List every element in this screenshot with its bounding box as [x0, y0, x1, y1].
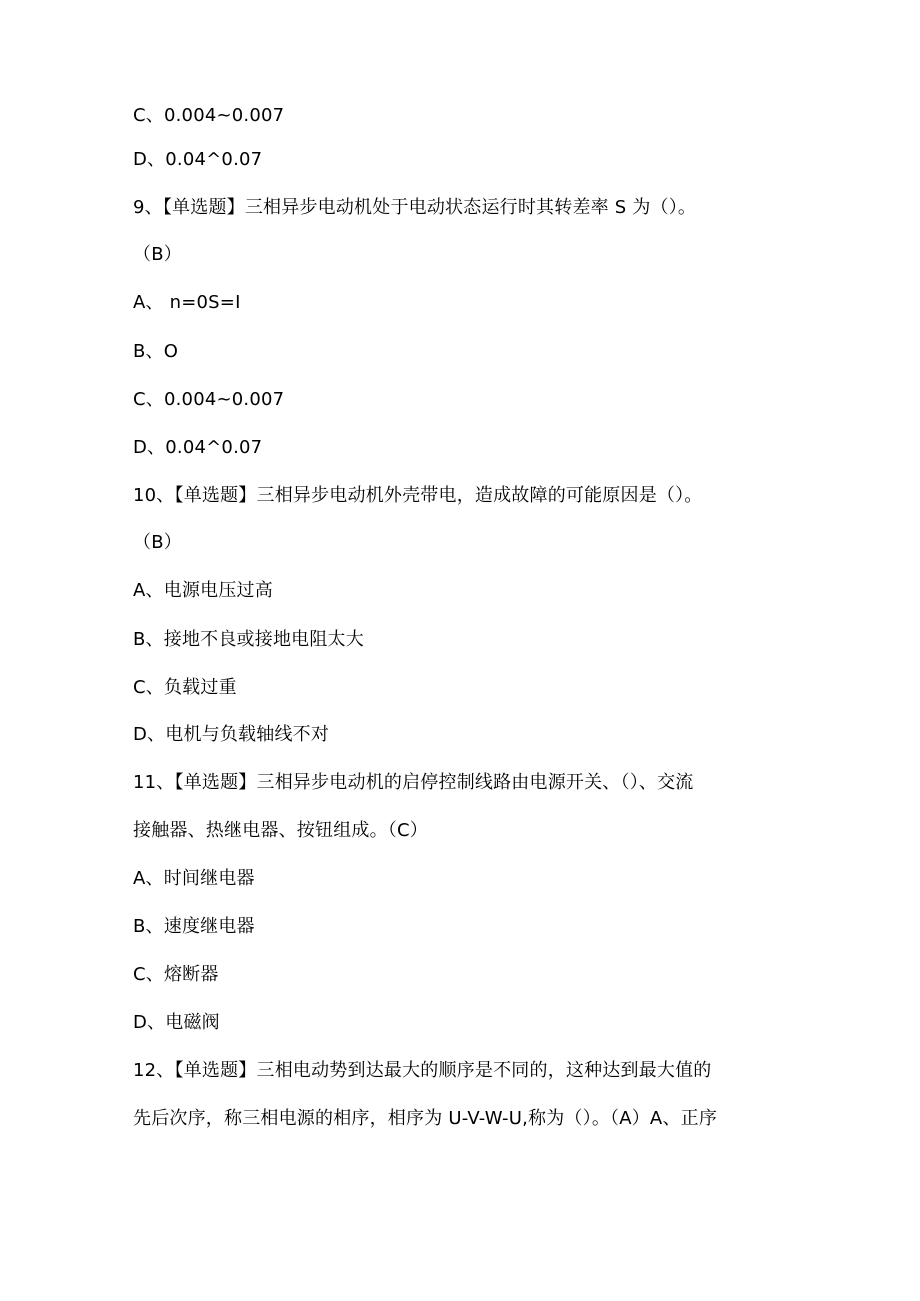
q12-question-line1: 12、【单选题】三相电动势到达最大的顺序是不同的，这种达到最大值的 [133, 1060, 712, 1081]
q12-question-line2: 先后次序，称三相电源的相序，相序为 U-V-W-U,称为（）。（A）A、正序 [133, 1108, 718, 1129]
q11-option-a: A、时间继电器 [133, 868, 255, 889]
q9-option-b: B、O [133, 341, 179, 362]
q9-option-a: A、 n=0S=I [133, 292, 241, 313]
q11-question-line2: 接触器、热继电器、按钮组成。（C） [133, 820, 428, 841]
q10-option-a: A、电源电压过高 [133, 580, 273, 601]
q8-option-d: D、0.04^0.07 [133, 149, 263, 170]
q11-option-d: D、电磁阀 [133, 1012, 220, 1033]
q10-option-d: D、电机与负载轴线不对 [133, 724, 330, 745]
q8-option-c: C、0.004~0.007 [133, 105, 285, 126]
q11-option-b: B、速度继电器 [133, 916, 255, 937]
q10-answer: （B） [133, 532, 182, 553]
q9-question: 9、【单选题】三相异步电动机处于电动状态运行时其转差率 S 为（）。 [133, 197, 697, 218]
q10-option-c: C、负载过重 [133, 677, 237, 698]
q9-option-c: C、0.004~0.007 [133, 389, 285, 410]
q11-option-c: C、熔断器 [133, 964, 219, 985]
q9-option-d: D、0.04^0.07 [133, 437, 263, 458]
q10-question: 10、【单选题】三相异步电动机外壳带电，造成故障的可能原因是（）。 [133, 485, 703, 506]
q9-answer: （B） [133, 244, 182, 265]
q11-question-line1: 11、【单选题】三相异步电动机的启停控制线路由电源开关、（）、交流 [133, 772, 694, 793]
q10-option-b: B、接地不良或接地电阻太大 [133, 629, 364, 650]
